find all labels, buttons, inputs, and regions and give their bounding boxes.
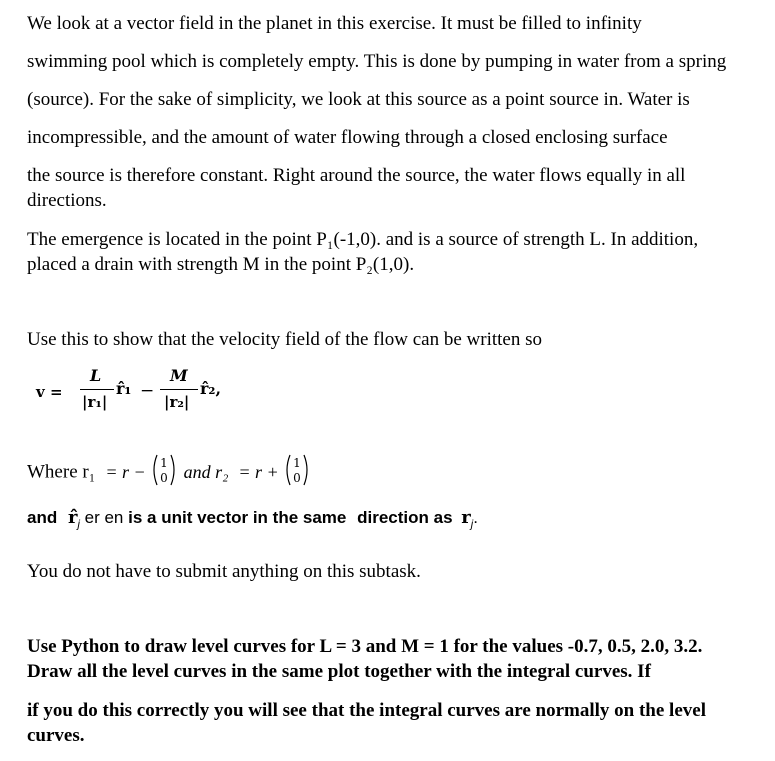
unit-line-subscript-j-2: j [470, 518, 474, 531]
formula-lhs: v = [36, 383, 63, 401]
paragraph-1-line-4: incompressible, and the amount of water flowing through a closed enclosing surface [27, 127, 668, 148]
formula-denominator-2: |r₂| [164, 393, 190, 411]
paragraph-1-line-2: swimming pool which is completely empty. This is done by pumping in water from a spring [27, 51, 727, 72]
fraction-bar-1 [80, 389, 114, 390]
unit-line-r: r [461, 507, 471, 528]
unit-line-end: . [473, 508, 478, 527]
formula-numerator-2: M [170, 366, 188, 385]
no-submit-note: You do not have to submit anything on this subtask. [27, 561, 421, 582]
formula-minus: − [140, 381, 155, 401]
task-line-1: Use Python to draw level curves for L = 3 and M = 1 for the values -0.7, 0.5, 2.0, 3.2. [27, 636, 703, 657]
vector-1-brackets [150, 454, 178, 486]
paragraph-1-line-5: the source is therefore constant. Right around the source, the water flows equally in all [27, 165, 686, 186]
vector-2-brackets [283, 454, 311, 486]
task-line-2: Draw all the level curves in the same plot together with the integral curves. If [27, 661, 651, 682]
formula-unit-vector-1: r̂₁ [116, 379, 132, 398]
conclusion-line-1: if you do this correctly you will see that the integral curves are normally on the level [27, 700, 706, 721]
where-eq2: = r + [238, 462, 279, 482]
column-vector-2 [283, 454, 311, 491]
formula-denominator-1: |r₁| [82, 393, 108, 411]
unit-line-direction-as: direction as [357, 508, 453, 527]
column-vector-1 [150, 454, 178, 491]
where-definitions [27, 454, 311, 486]
paragraph-2-line-2: placed a drain with strength M in the point P₂(1,0). [27, 254, 415, 275]
formula-intro: Use this to show that the velocity field of the flow can be written so [27, 329, 542, 350]
where-prefix: Where r₁ [27, 461, 96, 483]
vector-1-bottom: 0 [159, 471, 168, 485]
formula-numerator-1: L [90, 366, 102, 385]
unit-line-is-unit: is a unit vector in the same [128, 508, 347, 527]
paragraph-1-line-3: (source). For the sake of simplicity, we look at this source as a point source in. Water is [27, 89, 690, 110]
unit-line-and: and [27, 508, 58, 527]
paragraph-2-line-1: The emergence is located in the point P₁(-1,0). and is a source of strength L. In addition, [27, 229, 699, 250]
vector-2-top: 1 [292, 456, 301, 470]
unit-line-subscript-j: j [77, 518, 80, 531]
unit-line-er-en: er en [84, 508, 124, 527]
unit-line-rhat: r̂ [67, 507, 78, 528]
unit-vector-statement [27, 507, 478, 535]
paragraph-1-line-6: directions. [27, 190, 107, 211]
vector-2-bottom: 0 [292, 471, 301, 485]
where-eq1: = r − [105, 462, 146, 482]
vector-1-top: 1 [159, 456, 168, 470]
paragraph-1-line-1: We look at a vector field in the planet in this exercise. It must be filled to infinity [27, 13, 642, 34]
where-and: and r₂ [183, 462, 229, 482]
fraction-bar-2 [160, 389, 198, 390]
conclusion-line-2: curves. [27, 725, 85, 746]
velocity-formula [36, 366, 296, 422]
formula-unit-vector-2: r̂₂, [200, 379, 222, 398]
